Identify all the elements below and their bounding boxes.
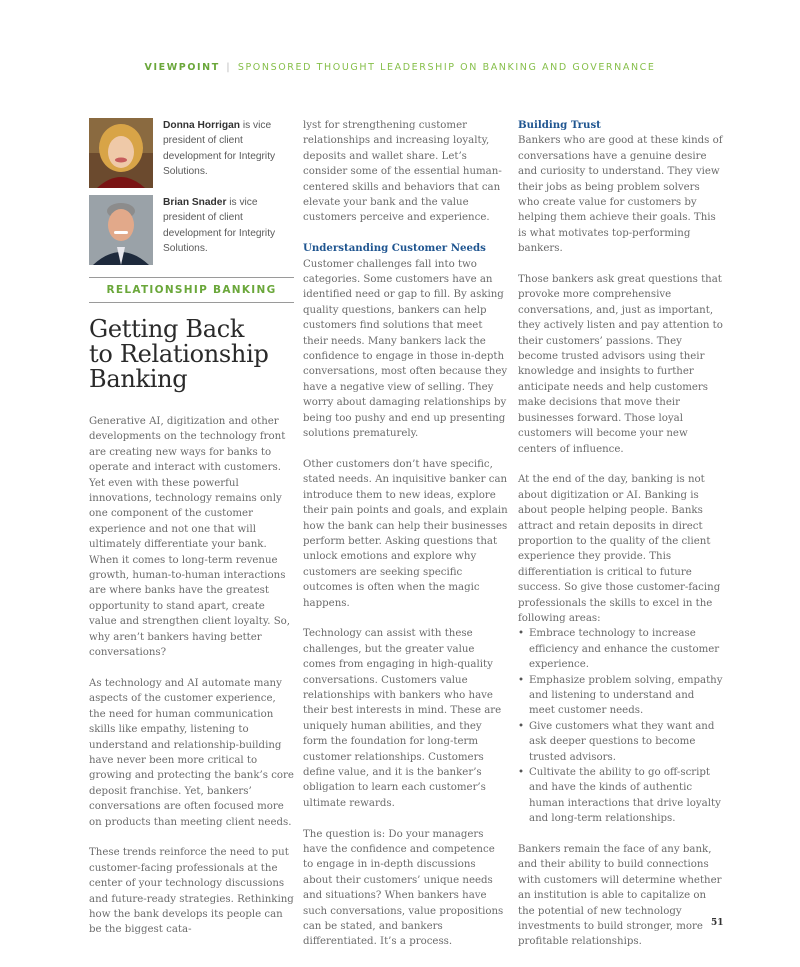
list-item: • Cultivate the ability to go off-script and have the kinds of authentic human interactions that drive loyalty and long-term relationships.	[528, 765, 723, 827]
paragraph: lyst for strengthening customer relationships and increasing loyalty, deposits and wallet share. Let’s consider some of the essential human-centered skills and behaviors that can elevate your bank and the value customers perceive and experience.	[303, 120, 502, 224]
title-line: Getting Back	[89, 315, 245, 343]
author-brian	[89, 195, 294, 265]
column-3	[518, 118, 723, 965]
author-name: Donna Horrigan	[163, 120, 240, 131]
paragraph: The question is: Do your managers have the confidence and competence to engage in in-depth discussions about their customers’ unique needs and situations? When bankers have such conversations, value propositions can be stated, and bankers differentiated. It’s a process.	[303, 828, 504, 948]
page-header	[0, 62, 800, 73]
header-subtitle: SPONSORED THOUGHT LEADERSHIP ON BANKING AND GOVERNANCE	[237, 62, 656, 73]
paragraph: Bankers who are good at these kinds of conversations have a genuine desire and curiosity to understand. They view their jobs as being problem solvers who create value for customers by helping them achieve their goals. This is what motivates top-performing bankers.	[518, 135, 723, 255]
column-2	[303, 118, 508, 965]
donna-horrigan-photo	[89, 118, 153, 188]
title-line: to Relationship	[89, 340, 269, 368]
page-number: 51	[711, 918, 724, 928]
paragraph: Those bankers ask great questions that provoke more comprehensive conversations, and, just as important, they actively listen and pay attention to their customers’ passions. They become trusted advisors using their knowledge and insights to further anticipate needs and help customers make decisions that move their businesses forward. Those loyal customers will become your new centers of influence.	[518, 274, 723, 455]
paragraph: Other customers don’t have specific, stated needs. An inquisitive banker can introduce them to new ideas, explore their pain points and goals, and explain how the bank can help their businesses perform better. Asking questions that unlock emotions and explore why customers are seeking specific outcomes is often when the magic happens.	[303, 458, 508, 609]
author-bio: is vice president of client development for Integrity Solutions.	[163, 120, 276, 178]
paragraph: As technology and AI automate many aspects of the customer experience, the need for human communication skills like empathy, listening to understand and relationship-building have never been more critical to growing and protecting the bank’s core deposit franchise. Yet, bankers’ conversations are often focused more on products than meeting client needs.	[89, 677, 294, 828]
paragraph: Bankers remain the face of any bank, and their ability to build connections with customers will determine whether an institution is able to capitalize on the potential of new technology investments to build stronger, more profitable relationships.	[518, 844, 722, 948]
author-name: Brian Snader	[163, 197, 227, 208]
header-label: VIEWPOINT	[144, 62, 220, 73]
paragraph: Technology can assist with these challenges, but the greater value comes from engaging in high-quality conversations. Customers value relationships with bankers who have their best interests in mind. These are uniquely human abilities, and they form the foundation for long-term customer relationships. Customers define value, and it is the banker’s obligation to learn each customer’s ultimate rewards.	[303, 628, 502, 809]
title-line: Banking	[89, 365, 188, 393]
paragraph: Customer challenges fall into two categories. Some customers have an identified need or gap to fill. By asking quality questions, bankers can help customers find solutions that meet their needs. Many bankers lack the confidence to engage in those in-depth conversations, most often because they have a negative view of selling. They worry about damaging relationships by being too pushy and end up presenting solutions prematurely.	[303, 258, 508, 440]
skills-list	[518, 626, 723, 826]
section-label: RELATIONSHIP BANKING	[89, 277, 294, 303]
paragraph: These trends reinforce the need to put customer-facing professionals at the center of your technology discussions and future-ready strategies. Rethinking how the bank develops its people can be the biggest cata-	[89, 847, 294, 936]
author-donna	[89, 118, 294, 188]
article-title	[89, 317, 294, 392]
list-item: • Embrace technology to increase efficiency and enhance the customer experience.	[528, 626, 723, 672]
list-item: • Emphasize problem solving, empathy and listening to understand and meet customer needs.	[528, 673, 723, 719]
paragraph: Generative AI, digitization and other developments on the technology front are creating new ways for banks to operate and interact with customers. Yet even with these powerful innovations, technology remains only one component of the customer experience and not one that will ultimately differentiate your bank. When it comes to long-term revenue growth, human-to-human interactions are where banks have the greatest opportunity to stand apart, create value and strengthen client loyalty. So, why aren’t bankers having better conversations?	[89, 416, 291, 659]
subheading-understanding-needs: Understanding Customer Needs	[303, 242, 486, 255]
column-1	[89, 118, 294, 953]
paragraph: At the end of the day, banking is not about digitization or AI. Banking is about people helping people. Banks attract and retain deposits in direct proportion to the quality of the client experience they provide. This differentiation is critical to future success. So give those customer-facing professionals the skills to excel in the following areas:	[518, 474, 721, 624]
brian-snader-photo	[89, 195, 153, 265]
author-bio-brian	[163, 195, 294, 257]
author-bio: is vice president of client development for Integrity Solutions.	[163, 197, 276, 255]
header-separator: |	[226, 62, 232, 73]
list-item: • Give customers what they want and ask deeper questions to become trusted advisors.	[528, 719, 723, 765]
author-bio-donna	[163, 118, 294, 180]
subheading-building-trust: Building Trust	[518, 119, 601, 131]
